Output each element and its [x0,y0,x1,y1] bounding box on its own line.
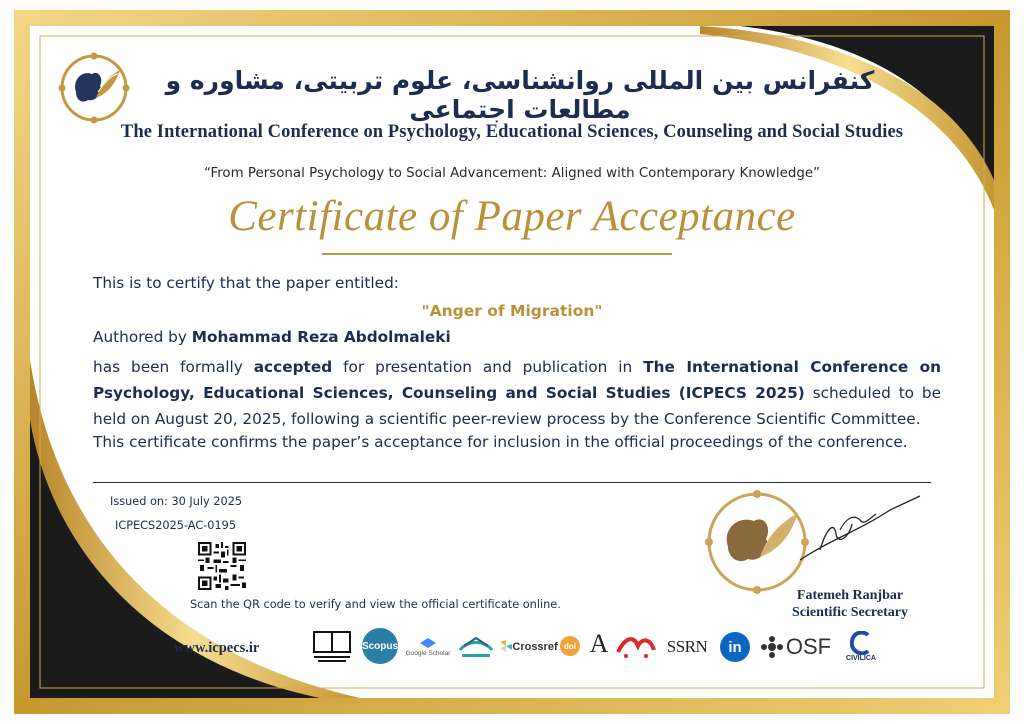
certificate-title: Certificate of Paper Acceptance [228,193,796,240]
author-name: Mohammad Reza Abdolmaleki [191,328,451,346]
para-part-1: has been formally [93,358,243,376]
academia-logo: A [589,629,609,658]
graduation-cap-icon [420,638,436,650]
civilica-logo: CIVILICA [838,626,884,666]
scan-instructions: Scan the QR code to verify and view the official certificate online. [190,598,561,611]
signatory [750,587,950,621]
issued-date: Issued on: 30 July 2025 [110,495,243,508]
conference-logo [58,52,130,124]
intro-text: This is to certify that the paper entitled: [93,274,399,292]
final-line: This certificate confirms the paper’s acceptance for inclusion in the official proceedings of the conference. [93,433,908,451]
crossref-icon [500,640,512,654]
para-part-2: for presentation and publication in [343,358,633,376]
paper-title: "Anger of Migration" [421,302,603,320]
tagline: “From Personal Psychology to Social Advancement: Aligned with Contemporary Knowledge” [203,166,821,181]
conference-name: The International Conference on Psychology, Educational Sciences, Counseling and Social Studies (ICPECS 2025) [93,358,942,402]
google-scholar-logo: Google Scholar [404,632,452,662]
para-part-3: scheduled to be held on August 20, 2025, following a scientific peer-review process by the Conference Scientific Committee. [93,384,941,428]
partner-logos [306,626,886,668]
qr-code[interactable] [198,542,246,590]
crossref-logo: Crossref [500,634,558,660]
institute-logo [310,628,354,666]
separator [93,482,931,483]
persian-publisher-logo [616,632,656,660]
research-platform-logo [456,632,496,662]
authored-prefix: Authored by [93,328,187,346]
accepted-word: accepted [253,358,333,376]
conference-title-english: The International Conference on Psychology, Educational Sciences, Counseling and Social Studies [120,122,904,142]
website-link[interactable]: www.icpecs.ir [174,640,260,656]
civilica-icon [850,631,872,655]
scopus-logo: Scopus [362,628,398,664]
signatory-role: Scientific Secretary [792,605,908,620]
ssrn-logo: SSRN [666,637,708,656]
osf-icon [761,636,783,658]
title-underline [322,253,672,255]
linkedin-logo: in [720,632,750,662]
reference-number: ICPECS2025-AC-0195 [115,519,237,532]
signature-mark [790,490,930,570]
authored-line [93,328,451,346]
signatory-name: Fatemeh Ranjbar [796,588,904,603]
doi-logo: doi [560,636,580,656]
osf-logo: OSF [758,632,834,662]
acceptance-paragraph [93,354,941,432]
conference-title-persian: کنفرانس بین المللی روانشناسی، علوم تربیتی، مشاوره و مطالعات اجتماعی [165,66,875,124]
